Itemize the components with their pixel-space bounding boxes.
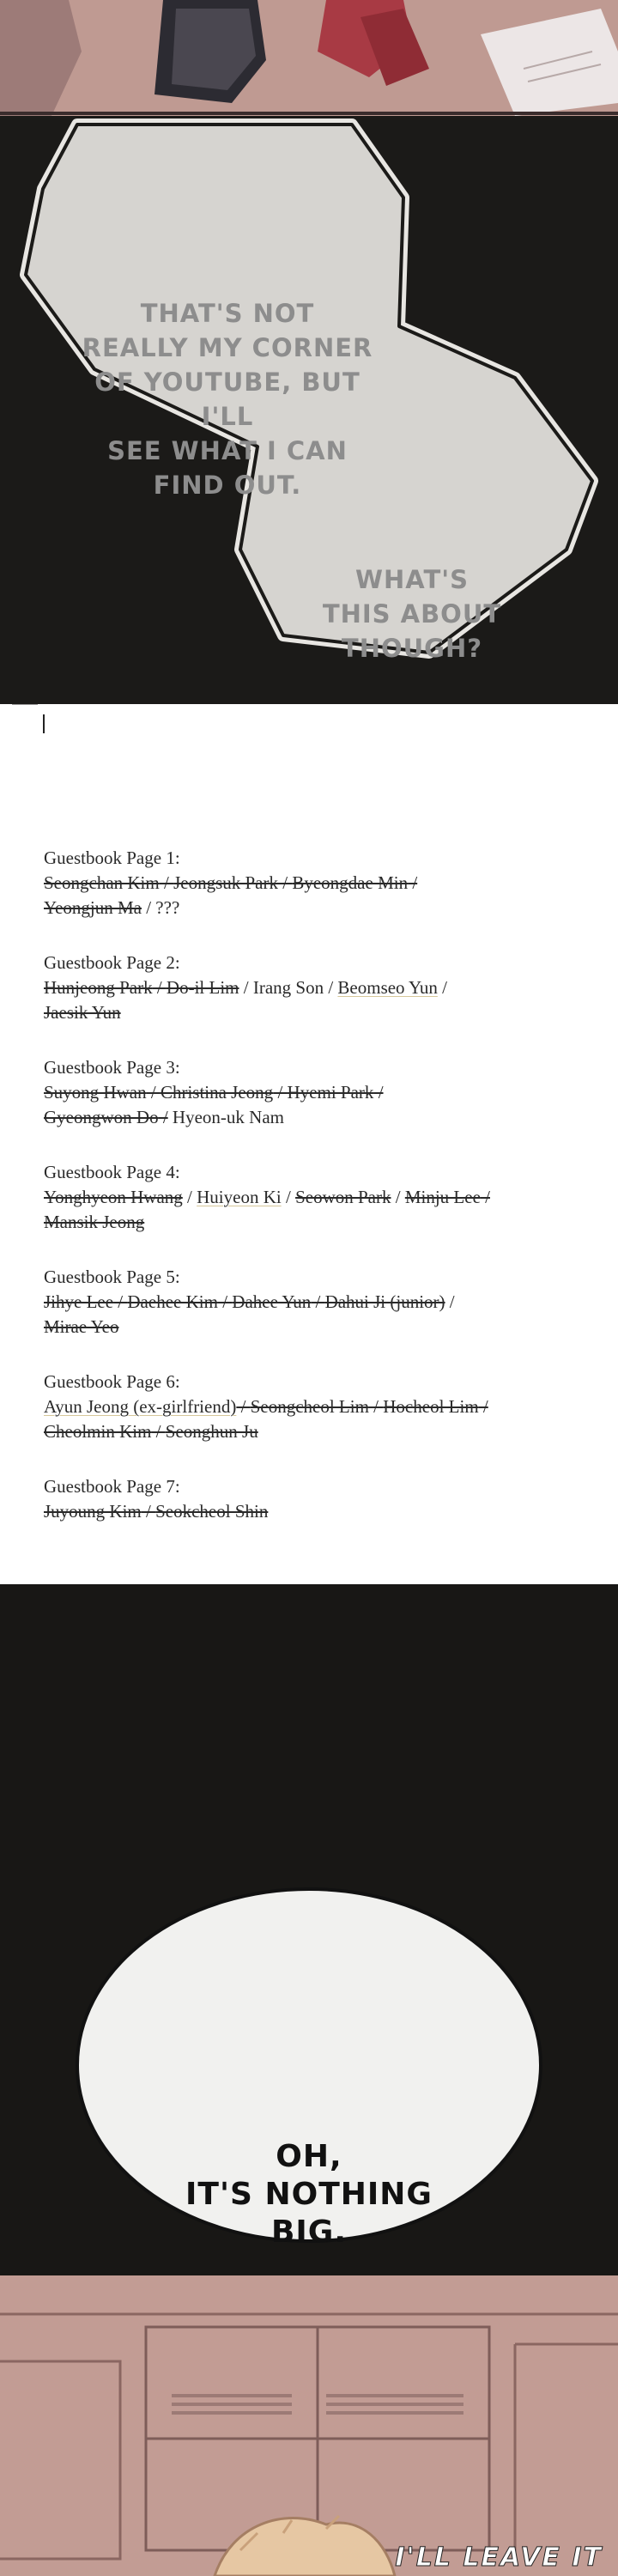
guest-name: / [151, 1421, 166, 1442]
guestbook-page-title: Guestbook Page 5: [44, 1267, 180, 1287]
speech-panel-bottom [0, 1584, 618, 2275]
guest-name: / [311, 1291, 325, 1312]
guest-name: Juyoung Kim [44, 1501, 142, 1522]
guest-name: Yonghyeon Hwang [44, 1187, 183, 1207]
bubble-line: THAT'S NOT [140, 299, 315, 328]
top-scene-panel [0, 0, 618, 116]
bubble-line: BIG. [270, 2215, 348, 2250]
guest-name: / [478, 1396, 488, 1417]
guestbook-line [44, 1185, 593, 1210]
guest-name: / [480, 1187, 490, 1207]
guestbook-page-title: Guestbook Page 3: [44, 1057, 180, 1078]
guestbook-line [44, 1315, 593, 1340]
guest-name: Gyeongwon Do [44, 1107, 159, 1127]
bubble-line: THOUGH? [341, 634, 483, 663]
guest-name: / [278, 872, 293, 893]
guestbook-page-title: Guestbook Page 2: [44, 952, 180, 973]
guestbook-page-title: Guestbook Page 4: [44, 1162, 180, 1182]
guestbook-entry [44, 951, 593, 1055]
bubble-text-1 [82, 296, 373, 502]
bubble-line: FIND OUT. [153, 471, 302, 500]
bubble-line: WHAT'S [355, 565, 469, 594]
bubble-line: OF YOUTUBE, BUT I'LL [94, 368, 360, 431]
guestbook-page-title: Guestbook Page 7: [44, 1476, 180, 1497]
guest-name: Dahee Yun [232, 1291, 312, 1312]
bubble-line: REALLY MY CORNER [82, 333, 373, 362]
guestbook-entry [44, 1474, 593, 1579]
guest-name: Daehee Kim [127, 1291, 218, 1312]
guest-name: Beomseo Yun [337, 977, 438, 998]
separator-text: / [391, 1187, 405, 1207]
guestbook-entry [44, 846, 593, 951]
bubble-line: THIS ABOUT [322, 599, 502, 629]
margin-mark [12, 704, 38, 705]
guest-name: / [368, 1396, 384, 1417]
guestbook-line [44, 1210, 593, 1235]
guest-name: / [273, 1082, 288, 1103]
guestbook-entry [44, 1265, 593, 1370]
bubble-text-3 [137, 2138, 481, 2251]
guestbook-line [44, 1394, 593, 1419]
guestbook-line [44, 896, 593, 920]
caption-text: I'LL LEAVE IT [395, 2543, 603, 2573]
guestbook-notes [44, 846, 593, 1579]
guest-name: / [146, 1082, 161, 1103]
guest-name: Jihye Lee [44, 1291, 114, 1312]
guest-name: Hyemi Park [287, 1082, 374, 1103]
guest-name: Suyong Hwan [44, 1082, 147, 1103]
separator-text: Hyeon-uk Nam [167, 1107, 284, 1127]
guest-name: Mansik Jeong [44, 1212, 145, 1232]
guest-name: / [141, 1501, 156, 1522]
bubble-line: SEE WHAT I CAN [107, 436, 348, 465]
guest-name: / [152, 977, 167, 998]
separator-text: / [281, 1187, 296, 1207]
guest-name: / [408, 872, 418, 893]
guest-name: Minju Lee [404, 1187, 481, 1207]
guest-name: Christina Jeong [160, 1082, 274, 1103]
guest-name: / [113, 1291, 128, 1312]
guest-name: Dahui Ji (junior) [324, 1291, 445, 1312]
guest-name: Jeongsuk Park [173, 872, 278, 893]
guestbook-line [44, 975, 593, 1000]
guest-name: / [373, 1082, 384, 1103]
room-scene-illustration [0, 2275, 618, 2576]
guest-name: Seokcheol Shin [155, 1501, 269, 1522]
separator-text: / Irang Son / [239, 977, 338, 998]
guestbook-line [44, 1290, 593, 1315]
guest-name: Hunjeong Park [44, 977, 153, 998]
guest-name: Seonghun Ju [165, 1421, 258, 1442]
guestbook-entry [44, 1055, 593, 1160]
guest-name: Hocheol Lim [383, 1396, 479, 1417]
separator-text: / [437, 977, 447, 998]
guest-name: Byeongdae Min [292, 872, 409, 893]
guest-name: Jaesik Yun [44, 1002, 121, 1023]
guest-name: Do-il Lim [166, 977, 239, 998]
guestbook-entry [44, 1370, 593, 1474]
guestbook-entry [44, 1160, 593, 1265]
separator-text: / [445, 1291, 455, 1312]
guest-name: Ayun Jeong (ex-girlfriend) [44, 1396, 237, 1417]
guestbook-line [44, 1105, 593, 1130]
guest-name: Cheolmin Kim [44, 1421, 152, 1442]
guest-name: Yeongjun Ma [44, 897, 142, 918]
guest-name: Seowon Park [295, 1187, 391, 1207]
room-scene-panel [0, 2275, 618, 2576]
guestbook-line [44, 1499, 593, 1524]
speech-panel-dark [0, 116, 618, 704]
bubble-line: OH, [276, 2139, 342, 2174]
guest-name: Huiyeon Ki [197, 1187, 282, 1207]
text-cursor [43, 714, 45, 733]
guestbook-page-title: Guestbook Page 1: [44, 848, 180, 868]
guest-name: / [217, 1291, 233, 1312]
top-scene-illustration [0, 0, 618, 116]
bubble-text-2 [296, 562, 528, 665]
guest-name: / [236, 1396, 251, 1417]
guest-name: Seongcheol Lim [250, 1396, 369, 1417]
bubble-line: IT'S NOTHING [185, 2177, 433, 2212]
guestbook-line [44, 1000, 593, 1025]
separator-text: / ??? [141, 897, 180, 918]
guestbook-page-title: Guestbook Page 6: [44, 1371, 180, 1392]
separator-text: / [182, 1187, 197, 1207]
guestbook-line [44, 1419, 593, 1444]
guest-name: / [159, 872, 174, 893]
guestbook-line [44, 871, 593, 896]
guest-name: Seongchan Kim [44, 872, 160, 893]
guestbook-line [44, 1080, 593, 1105]
guest-name: Mirae Yeo [44, 1316, 119, 1337]
guest-name: / [158, 1107, 168, 1127]
